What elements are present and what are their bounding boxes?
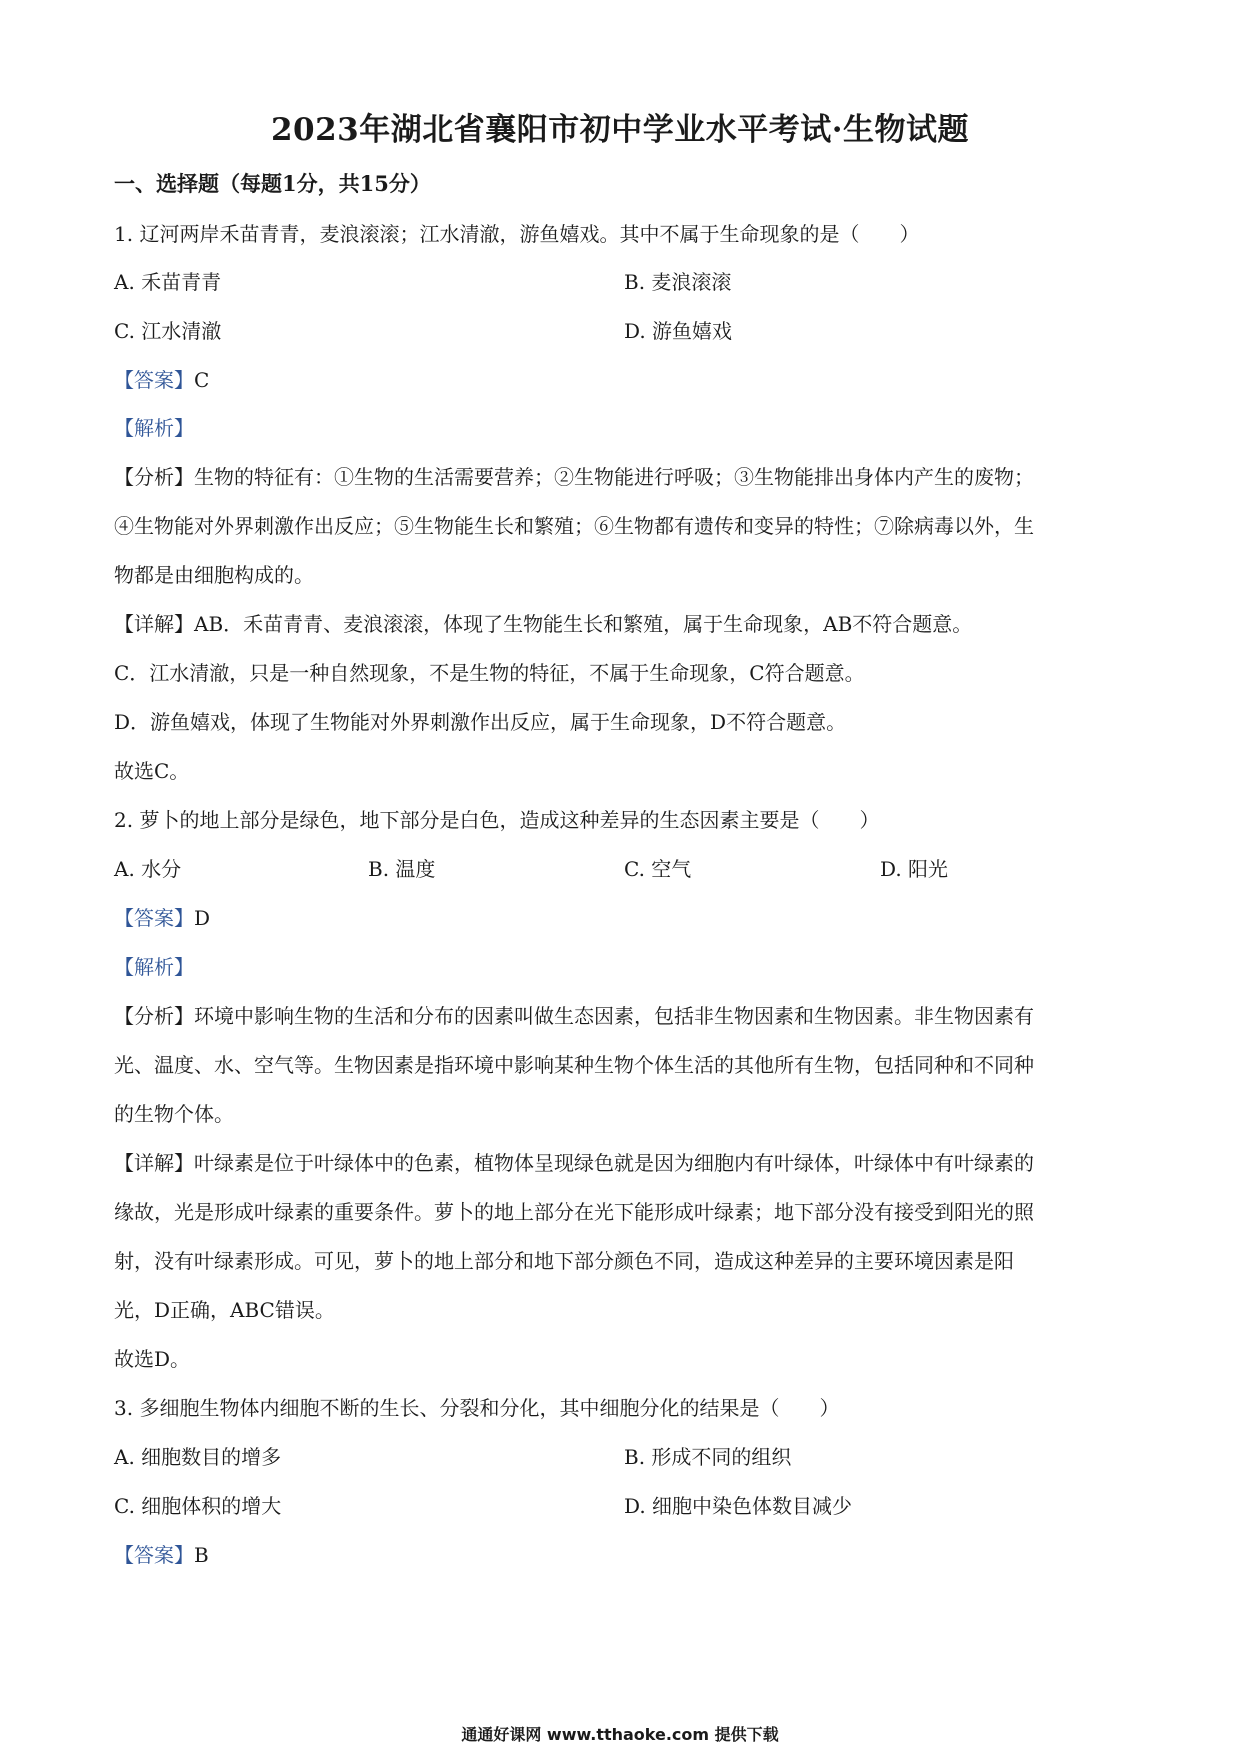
answer-tag: 【答案】 <box>114 906 194 930</box>
q2-xiangjie-line-1 <box>114 1149 1134 1177</box>
q1-option-b: B. 麦浪滚滚 <box>624 270 732 294</box>
q2-xiangjie-line-2: 缘故，光是形成叶绿素的重要条件。萝卜的地上部分在光下能形成叶绿素；地下部分没有接受到阳光的照 <box>114 1200 1034 1224</box>
q1-analysis-tag <box>114 414 1134 442</box>
xiangjie-text: 叶绿素是位于叶绿体中的色素，植物体呈现绿色就是因为细胞内有叶绿体，叶绿体中有叶绿素的 <box>194 1151 1034 1175</box>
question-2-stem: 2. 萝卜的地上部分是绿色，地下部分是白色，造成这种差异的生态因素主要是（ ） <box>114 808 880 832</box>
q1-conclusion: 故选C。 <box>114 759 190 783</box>
q2-xiangjie-line-3: 射，没有叶绿素形成。可见，萝卜的地上部分和地下部分颜色不同，造成这种差异的主要环境因素是阳 <box>114 1249 1014 1273</box>
xiangjie-text: AB．禾苗青青、麦浪滚滚，体现了生物能生长和繁殖，属于生命现象，AB不符合题意。 <box>194 612 973 636</box>
q2-answer <box>114 904 1134 932</box>
q1-answer <box>114 366 1134 394</box>
page-title: 2023年湖北省襄阳市初中学业水平考试·生物试题 <box>270 112 970 148</box>
q1-fenxi-line-1 <box>114 463 1134 491</box>
q1-xiangjie-line-3: D．游鱼嬉戏，体现了生物能对外界刺激作出反应，属于生命现象，D不符合题意。 <box>114 710 847 734</box>
xiangjie-tag: 【详解】 <box>114 1151 194 1175</box>
q2-conclusion: 故选D。 <box>114 1347 191 1371</box>
q2-option-d: D. 阳光 <box>880 857 949 881</box>
fenxi-tag: 【分析】 <box>114 1004 194 1028</box>
answer-tag: 【答案】 <box>114 368 194 392</box>
q2-fenxi-line-1 <box>114 1002 1134 1030</box>
footer-watermark: 通通好课网 www.tthaoke.com 提供下载 <box>461 1725 779 1744</box>
q3-option-b: B. 形成不同的组织 <box>624 1445 792 1469</box>
fenxi-tag: 【分析】 <box>114 465 194 489</box>
answer-tag: 【答案】 <box>114 1543 194 1567</box>
fenxi-text: 生物的特征有：①生物的生活需要营养；②生物能进行呼吸；③生物能排出身体内产生的废物； <box>194 465 1034 489</box>
q1-option-d: D. 游鱼嬉戏 <box>624 319 733 343</box>
analysis-tag: 【解析】 <box>114 416 194 440</box>
q1-option-a: A. 禾苗青青 <box>114 270 222 294</box>
q1-fenxi-line-3: 物都是由细胞构成的。 <box>114 563 314 587</box>
section-heading: 一、选择题（每题1分，共15分） <box>114 171 431 196</box>
q2-fenxi-line-3: 的生物个体。 <box>114 1102 234 1126</box>
q3-option-a: A. 细胞数目的增多 <box>114 1445 282 1469</box>
q3-answer <box>114 1541 1134 1569</box>
q3-option-c: C. 细胞体积的增大 <box>114 1494 282 1518</box>
q1-xiangjie-line-1 <box>114 610 1134 638</box>
question-1-stem: 1. 辽河两岸禾苗青青，麦浪滚滚；江水清澈，游鱼嬉戏。其中不属于生命现象的是（ ） <box>114 222 920 246</box>
xiangjie-tag: 【详解】 <box>114 612 194 636</box>
q1-xiangjie-line-2: C．江水清澈，只是一种自然现象，不是生物的特征，不属于生命现象，C符合题意。 <box>114 661 865 685</box>
answer-value: D <box>194 906 211 930</box>
q2-xiangjie-line-4: 光，D正确，ABC错误。 <box>114 1298 335 1322</box>
q1-fenxi-line-2: ④生物能对外界刺激作出反应；⑤生物能生长和繁殖；⑥生物都有遗传和变异的特性；⑦除病毒以外，生 <box>114 514 1034 538</box>
answer-value: B <box>194 1543 209 1567</box>
analysis-tag: 【解析】 <box>114 955 194 979</box>
q2-analysis-tag <box>114 953 1134 981</box>
q2-option-c: C. 空气 <box>624 857 692 881</box>
fenxi-text: 环境中影响生物的生活和分布的因素叫做生态因素，包括非生物因素和生物因素。非生物因素有 <box>194 1004 1034 1028</box>
answer-value: C <box>194 368 210 392</box>
q3-option-d: D. 细胞中染色体数目减少 <box>624 1494 853 1518</box>
question-3-stem: 3. 多细胞生物体内细胞不断的生长、分裂和分化，其中细胞分化的结果是（ ） <box>114 1396 840 1420</box>
q2-option-a: A. 水分 <box>114 857 182 881</box>
q2-fenxi-line-2: 光、温度、水、空气等。生物因素是指环境中影响某种生物个体生活的其他所有生物，包括同种和不同种 <box>114 1053 1034 1077</box>
q1-option-c: C. 江水清澈 <box>114 319 222 343</box>
q2-option-b: B. 温度 <box>368 857 436 881</box>
